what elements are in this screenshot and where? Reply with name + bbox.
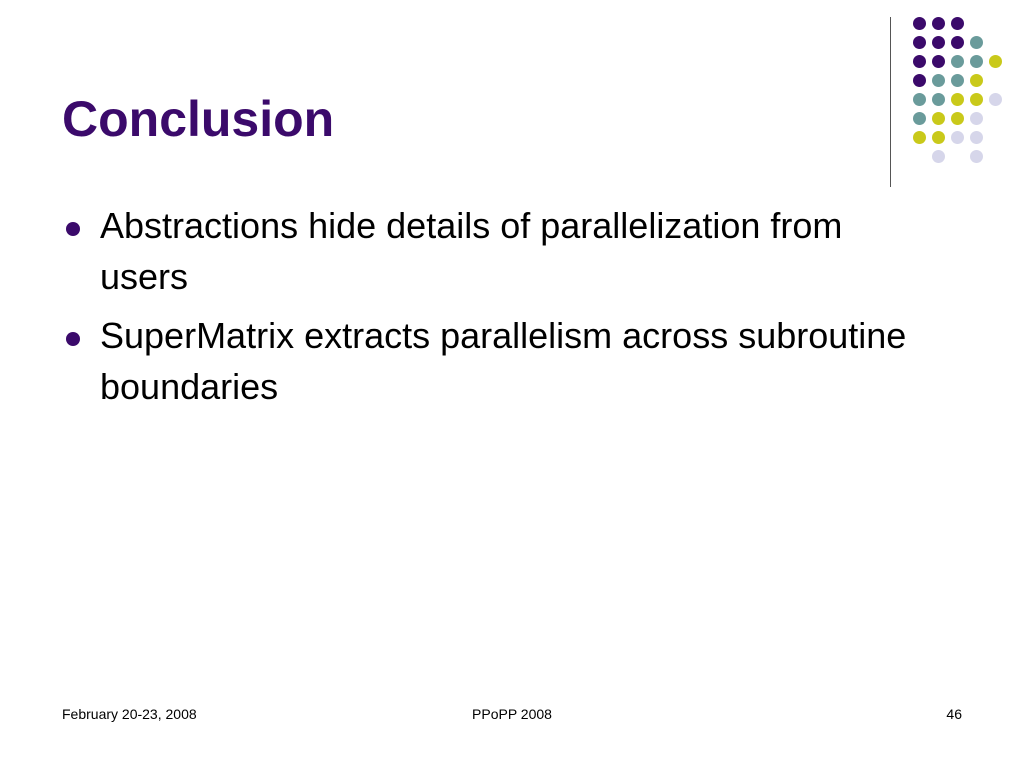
bullet-text: Abstractions hide details of parallelization from users: [100, 205, 843, 297]
decorative-dot: [970, 131, 983, 144]
decorative-dot: [970, 74, 983, 87]
decorative-dot: [970, 55, 983, 68]
decorative-dot: [989, 55, 1002, 68]
footer-page-number: 46: [946, 706, 962, 722]
decorative-dot: [970, 36, 983, 49]
decorative-dot: [951, 131, 964, 144]
decorative-dot: [932, 112, 945, 125]
footer-event: PPoPP 2008: [472, 706, 552, 722]
decorative-dot: [970, 93, 983, 106]
decorative-dot: [932, 131, 945, 144]
decorative-dot: [951, 36, 964, 49]
decorative-dot: [932, 74, 945, 87]
decorative-dot: [932, 36, 945, 49]
decorative-dot: [951, 93, 964, 106]
decorative-dot: [913, 93, 926, 106]
slide-title: Conclusion: [62, 91, 335, 147]
decorative-dot: [913, 74, 926, 87]
decorative-divider: [890, 17, 891, 187]
footer-date: February 20-23, 2008: [62, 706, 197, 722]
decorative-dot: [970, 150, 983, 163]
bullet-list: [62, 200, 922, 420]
decorative-dot: [951, 17, 964, 30]
decorative-dot: [913, 17, 926, 30]
decorative-dot: [951, 74, 964, 87]
bullet-dot-icon: [66, 332, 80, 346]
decorative-dot: [913, 131, 926, 144]
bullet-item: [62, 200, 922, 302]
bullet-item: [62, 310, 922, 412]
decorative-dot: [913, 55, 926, 68]
decorative-dot: [932, 150, 945, 163]
decorative-dot: [951, 55, 964, 68]
bullet-dot-icon: [66, 222, 80, 236]
decorative-dot: [951, 112, 964, 125]
bullet-text: SuperMatrix extracts parallelism across subroutine boundaries: [100, 315, 907, 407]
decorative-dot: [913, 36, 926, 49]
decorative-dot: [932, 55, 945, 68]
decorative-dot: [913, 112, 926, 125]
decorative-dot: [989, 93, 1002, 106]
decorative-dot: [970, 112, 983, 125]
decorative-dot: [932, 17, 945, 30]
decorative-dot: [932, 93, 945, 106]
